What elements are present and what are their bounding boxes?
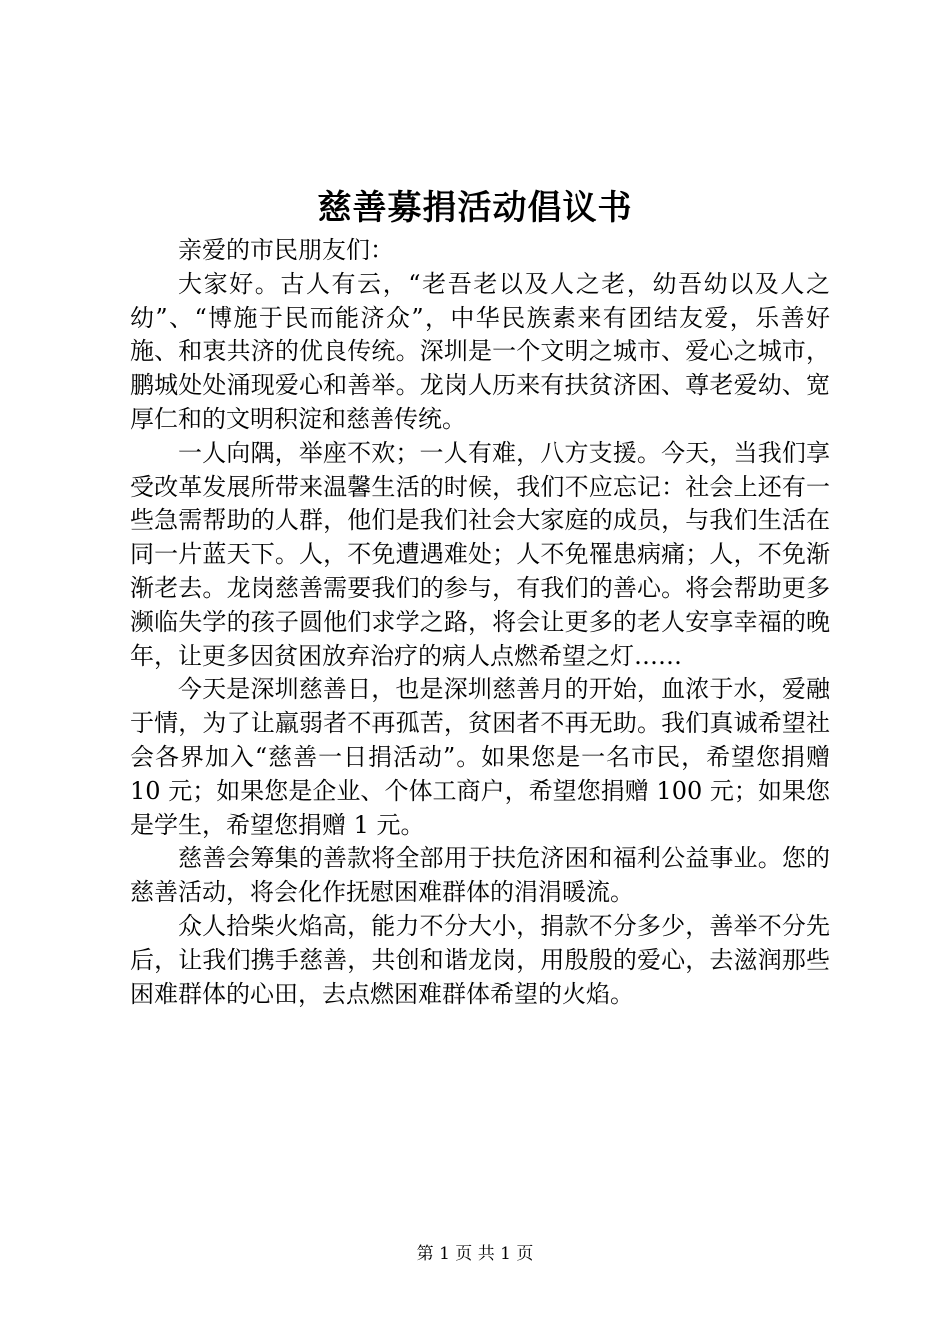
document-body xyxy=(130,234,830,1011)
paragraph-2: 一人向隅，举座不欢；一人有难，八方支援。今天，当我们享受改革发展所带来温馨生活的时候，我们不应忘记：社会上还有一些急需帮助的人群，他们是我们社会大家庭的成员，与我们生活在同一片蓝天下。人，不免遭遇难处；人不免罹患病痛；人，不免渐渐老去。龙岗慈善需要我们的参与，有我们的善心。将会帮助更多濒临失学的孩子圆他们求学之路，将会让更多的老人安享幸福的晚年，让更多因贫困放弃治疗的病人点燃希望之灯…… xyxy=(130,438,830,670)
page-footer: 第 1 页 共 1 页 xyxy=(416,1244,534,1264)
paragraph-3: 今天是深圳慈善日，也是深圳慈善月的开始，血浓于水，爱融于情，为了让羸弱者不再孤苦，贫困者不再无助。我们真诚希望社会各界加入“慈善一日捐活动”。如果您是一名市民，希望您捐赠 10 元；如果您是企业、个体工商户，希望您捐赠 100 元；如果您是学生，希望您捐赠 1 元。 xyxy=(130,675,830,839)
salutation: 亲爱的市民朋友们： xyxy=(178,236,394,264)
paragraph-4: 慈善会筹集的善款将全部用于扶危济困和福利公益事业。您的慈善活动，将会化作抚慰困难群体的涓涓暖流。 xyxy=(130,844,830,907)
paragraph-5: 众人拾柴火焰高，能力不分大小，捐款不分多少，善举不分先后，让我们携手慈善，共创和谐龙岗，用殷殷的爱心，去滋润那些困难群体的心田，去点燃困难群体希望的火焰。 xyxy=(130,911,830,1008)
paragraph-1: 大家好。古人有云，“老吾老以及人之老，幼吾幼以及人之幼”、“博施于民而能济众”，中华民族素来有团结友爱，乐善好施、和衷共济的优良传统。深圳是一个文明之城市、爱心之城市，鹏城处处涌现爱心和善举。龙岗人历来有扶贫济困、尊老爱幼、宽厚仁和的文明积淀和慈善传统。 xyxy=(130,269,830,433)
document-title: 慈善募捐活动倡议书 xyxy=(317,188,633,228)
